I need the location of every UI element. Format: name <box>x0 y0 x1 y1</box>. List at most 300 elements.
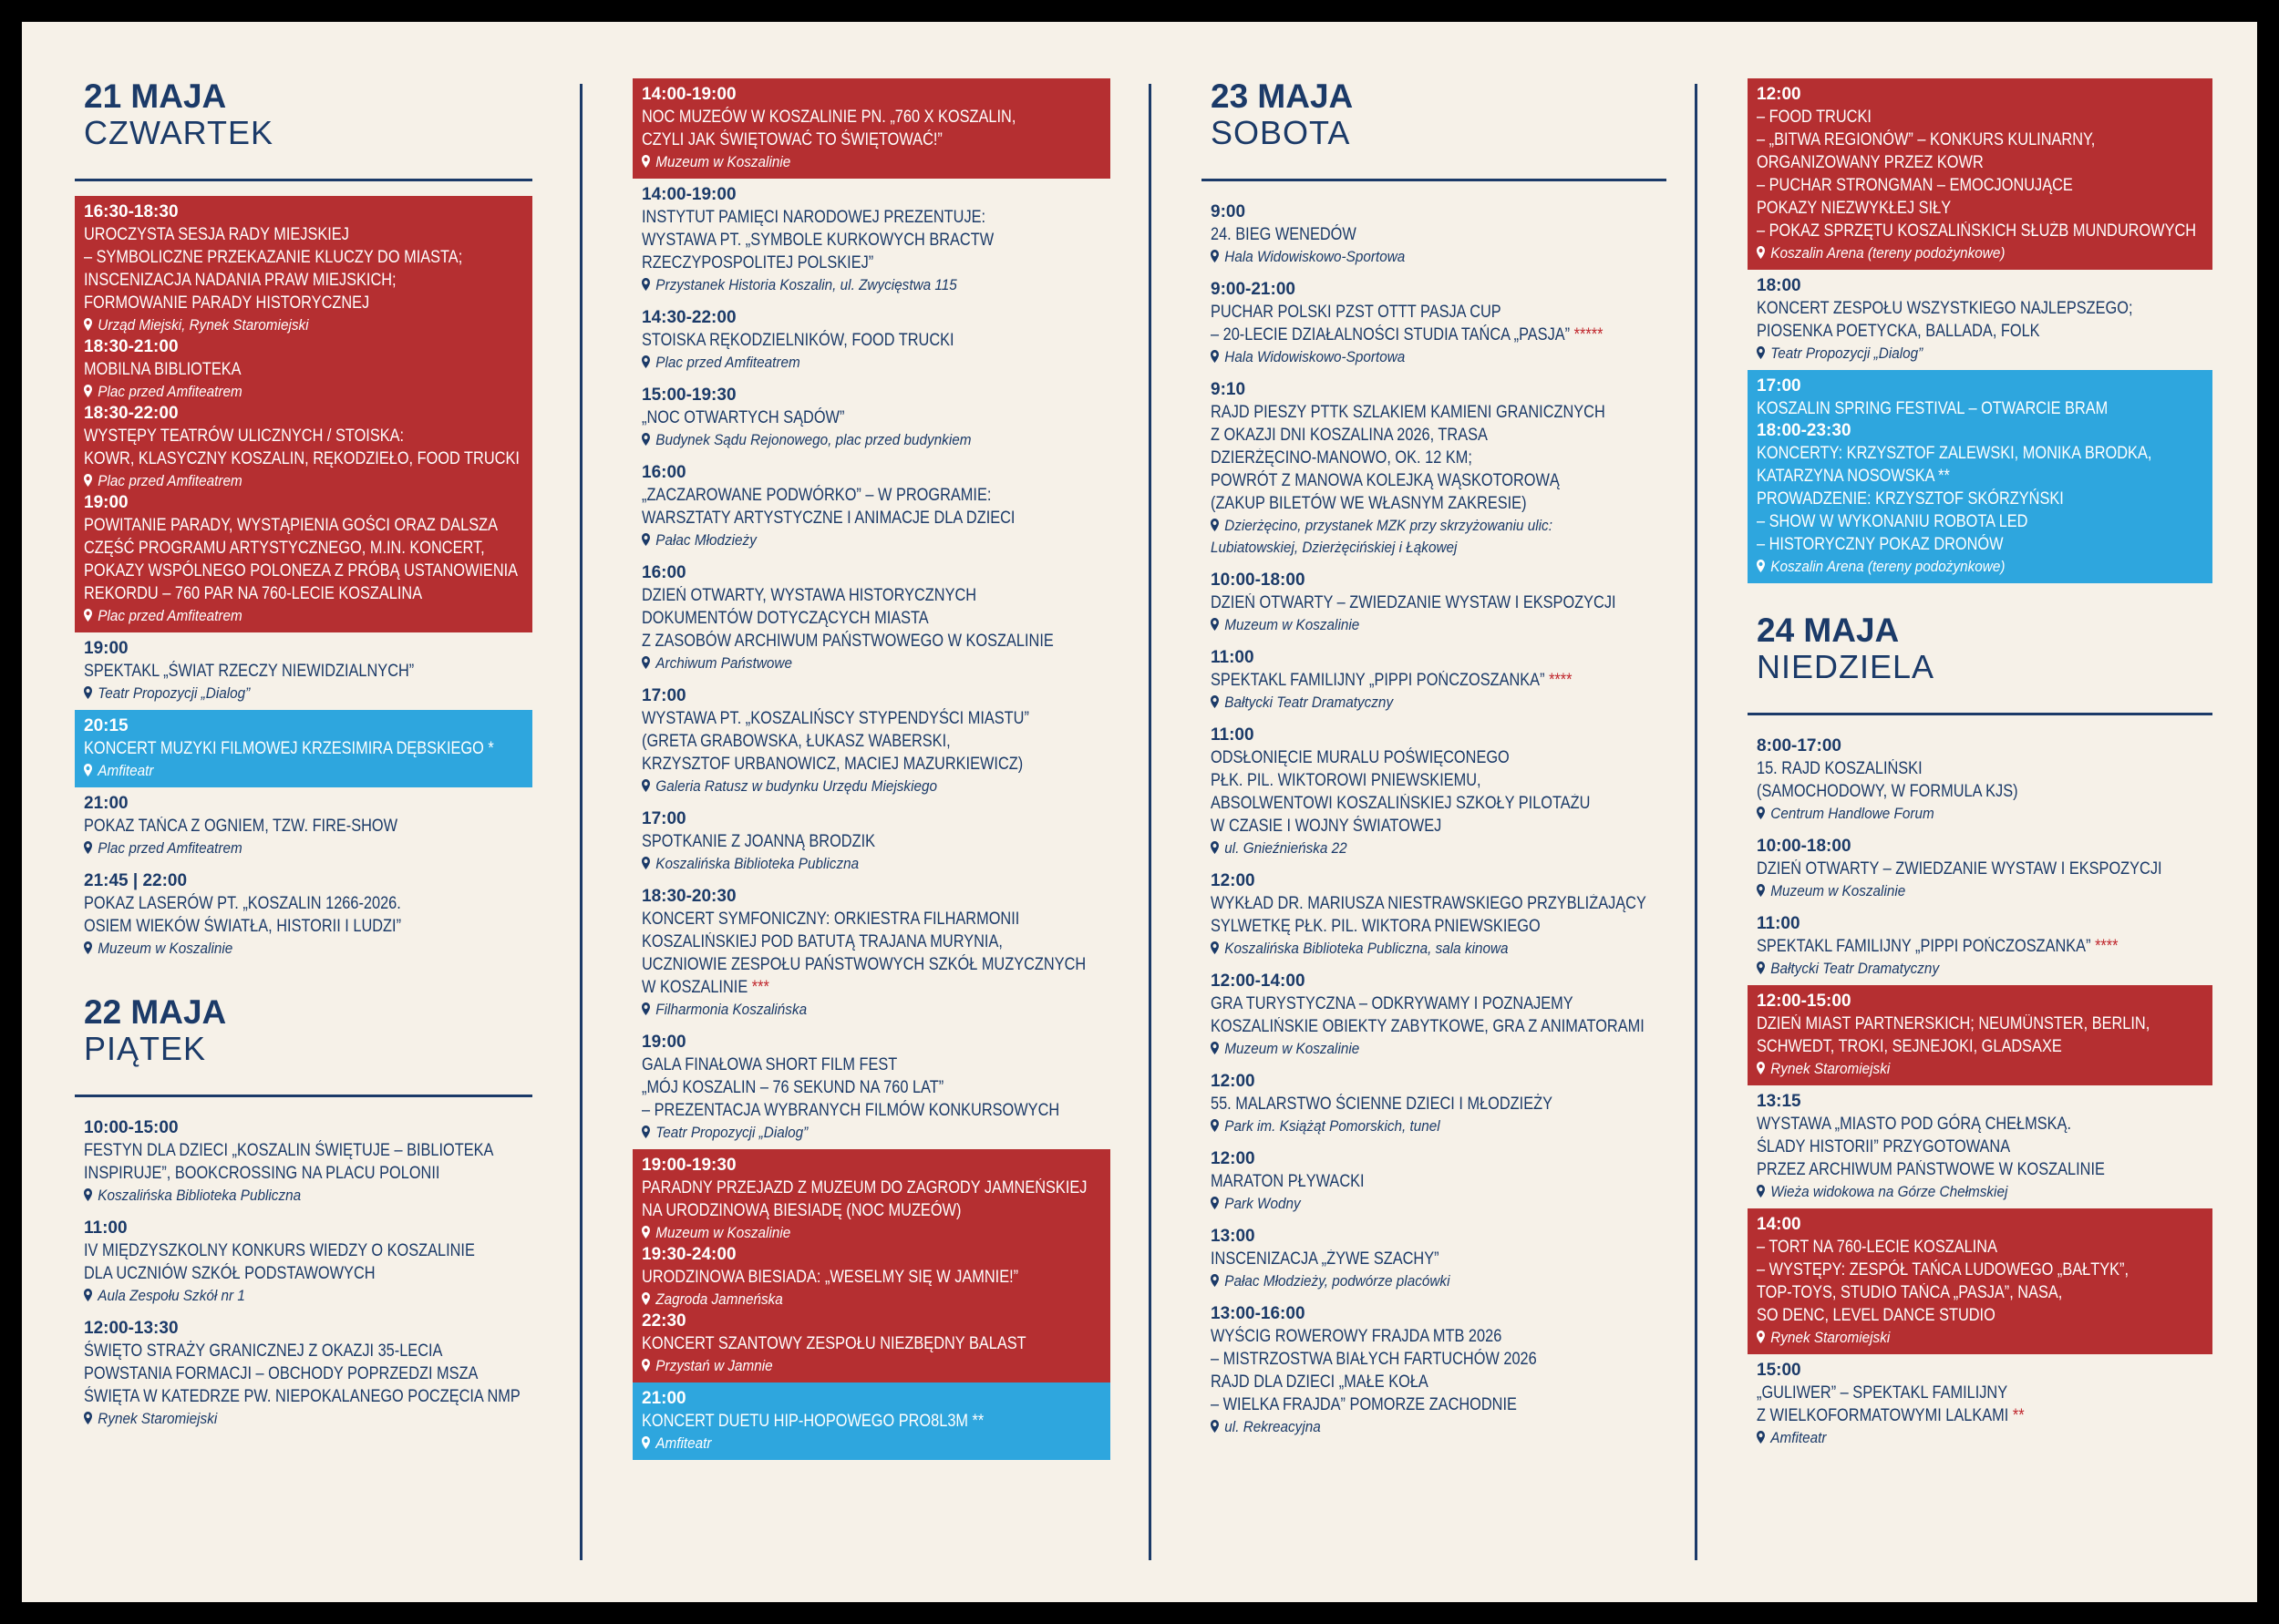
event-title-line: OSIEM WIEKÓW ŚWIATŁA, HISTORII I LUDZI” <box>84 917 402 936</box>
event-location <box>642 429 1100 451</box>
event-block <box>642 1311 1101 1377</box>
event-title-line: PARADNY PRZEJAZD Z MUZEUM DO ZAGRODY JAMNEŃSKIEJ <box>642 1178 1088 1197</box>
event-location-text: Dzierżęcino, przystanek MZK przy skrzyżowaniu ulic: <box>1224 517 1552 534</box>
event-time: 21:00 <box>84 794 129 813</box>
map-pin-icon <box>1211 695 1219 708</box>
column-4 <box>1748 78 2212 1454</box>
event-title-line: „GULIWER” – SPEKTAKL FAMILIJNY <box>1757 1383 2008 1403</box>
event-block <box>1757 1214 2203 1349</box>
event-location-text: Muzeum w Koszalinie <box>1224 616 1360 633</box>
event-time: 13:00-16:00 <box>1211 1304 1305 1323</box>
event-entry <box>633 880 1110 1026</box>
event-location <box>84 938 523 960</box>
event-location <box>642 1355 1100 1377</box>
event-location <box>1757 1058 2203 1080</box>
event-location <box>1757 958 2203 980</box>
event-title-line: KONCERT SYMFONICZNY: ORKIESTRA FILHARMONII <box>642 910 1020 929</box>
map-pin-icon <box>1211 1420 1219 1433</box>
event-location <box>84 381 523 403</box>
event-entry <box>1201 865 1666 965</box>
event-time: 12:00-15:00 <box>1757 992 1851 1011</box>
event-title-line: KOSZALIŃSKIE OBIEKTY ZABYTKOWE, GRA Z ANIMATORAMI <box>1211 1017 1645 1036</box>
event-location-text: Archiwum Państwowe <box>655 654 792 672</box>
event-title-line: POWSTANIA FORMACJI – OBCHODY POPRZEDZI MSZA <box>84 1364 479 1383</box>
event-title-line: W KOSZALINIE *** <box>642 978 769 997</box>
map-pin-icon <box>1211 841 1219 854</box>
event-title-line: – PREZENTACJA WYBRANYCH FILMÓW KONKURSOWYCH <box>642 1101 1060 1120</box>
event-title-line: RAJD DLA DZIECI „MAŁE KOŁA <box>1211 1372 1428 1392</box>
event-title-line: „NOC OTWARTYCH SĄDÓW” <box>642 408 845 427</box>
event-time: 15:00-19:30 <box>642 385 737 405</box>
event-title-line: WYSTĘPY TEATRÓW ULICZNYCH / STOISKA: <box>84 427 405 446</box>
event-title-line: INSTYTUT PAMIĘCI NARODOWEJ PREZENTUJE: <box>642 208 986 227</box>
event-title-line: (ZAKUP BILETÓW WE WŁASNYM ZAKRESIE) <box>1211 494 1527 513</box>
event-title-line: (GRETA GRABOWSKA, ŁUKASZ WABERSKI, <box>642 732 951 751</box>
event-time: 12:00 <box>1211 1149 1255 1168</box>
event-location <box>1757 556 2203 578</box>
day-date: 23 MAJA <box>1211 77 1354 115</box>
event-block <box>1211 971 1657 1060</box>
map-pin-icon <box>642 533 650 546</box>
event-time: 11:00 <box>1211 648 1254 667</box>
event-title-line: Z OKAZJI DNI KOSZALINA 2026, TRASA <box>1211 426 1488 445</box>
event-title-line: KONCERTY: KRZYSZTOF ZALEWSKI, MONIKA BRODKA, <box>1757 444 2152 463</box>
event-location <box>84 760 523 782</box>
event-entry <box>1748 830 2212 908</box>
event-title-line: WYSTAWA PT. „KOSZALIŃSCY STYPENDYŚCI MIASTU” <box>642 709 1029 728</box>
event-block <box>642 685 1101 797</box>
map-pin-icon <box>1757 961 1765 974</box>
event-location <box>642 853 1100 875</box>
event-entry <box>633 680 1110 803</box>
event-title-line: POKAZ TAŃCA Z OGNIEM, TZW. FIRE-SHOW <box>84 817 398 836</box>
event-location <box>1211 515 1657 537</box>
event-location <box>642 529 1100 551</box>
event-entry <box>75 1212 532 1312</box>
event-time: 9:00 <box>1211 202 1246 221</box>
map-pin-icon <box>642 1292 650 1305</box>
event-block <box>1211 570 1657 636</box>
event-title-line: POKAZY WSPÓLNEGO POLONEZA Z PRÓBĄ USTANOWIENIA <box>84 561 519 581</box>
event-title-line: KRZYSZTOF URBANOWICZ, MACIEJ MAZURKIEWICZ) <box>642 755 1024 774</box>
day-name: PIĄTEK <box>84 1030 207 1067</box>
event-block <box>642 462 1101 551</box>
event-time: 17:00 <box>642 809 686 828</box>
event-title-line: SCHWEDT, TROKI, SEJNEJOKI, GLADSAXE <box>1757 1037 2062 1056</box>
map-pin-icon <box>642 779 650 792</box>
event-title-line: (SAMOCHODOWY, W FORMULA KJS) <box>1757 782 2018 801</box>
event-location <box>1757 1427 2203 1449</box>
event-title-line: W CZASIE I WOJNY ŚWIATOWEJ <box>1211 817 1442 836</box>
event-location-text: Rynek Staromiejski <box>1770 1060 1891 1077</box>
event-time: 18:30-22:00 <box>84 404 179 423</box>
event-title-line: – TORT NA 760-LECIE KOSZALINA <box>1757 1238 1997 1257</box>
event-entry <box>75 787 532 865</box>
event-title-line: – WYSTĘPY: ZESPÓŁ TAŃCA LUDOWEGO „BAŁTYK”, <box>1757 1260 2129 1280</box>
event-location <box>642 1122 1100 1144</box>
event-block <box>642 385 1101 451</box>
map-pin-icon <box>1757 884 1765 897</box>
event-location <box>642 653 1100 674</box>
event-title-line: WYSTAWA „MIASTO POD GÓRĄ CHEŁMSKĄ. <box>1757 1115 2072 1134</box>
event-location <box>642 776 1100 797</box>
event-time: 19:00-19:30 <box>642 1156 737 1175</box>
event-block <box>84 201 523 336</box>
event-block <box>1757 913 2203 980</box>
event-time: 19:00 <box>84 639 129 658</box>
map-pin-icon <box>1757 1431 1765 1444</box>
event-location-text: Urząd Miejski, Rynek Staromiejski <box>98 316 309 334</box>
event-entry <box>1201 196 1666 273</box>
event-location-text: Rynek Staromiejski <box>98 1410 218 1427</box>
column-2 <box>633 78 1110 1460</box>
event-entry <box>1201 374 1666 564</box>
event-block <box>1757 375 2203 578</box>
event-time: 17:00 <box>642 686 686 705</box>
event-location-text: ul. Gnieźnieńska 22 <box>1224 839 1347 857</box>
event-location <box>1211 692 1657 714</box>
event-location-text: Amfiteatr <box>655 1434 712 1452</box>
map-pin-icon <box>84 841 92 854</box>
event-block <box>1211 1226 1657 1292</box>
event-time: 12:00 <box>1211 871 1255 890</box>
event-location-text: Muzeum w Koszalinie <box>655 1224 791 1241</box>
event-time: 19:30-24:00 <box>642 1245 737 1264</box>
event-location <box>1211 1038 1657 1060</box>
event-location-text: Pałac Młodzieży, podwórze placówki <box>1224 1272 1450 1290</box>
map-pin-icon <box>1757 807 1765 819</box>
map-pin-icon <box>1211 941 1219 954</box>
event-entry <box>75 1112 532 1212</box>
map-pin-icon <box>642 355 650 368</box>
event-title-line: PUCHAR POLSKI PZST OTTT PASJA CUP <box>1211 303 1501 322</box>
event-block <box>1757 275 2203 365</box>
event-time: 13:15 <box>1757 1092 1801 1111</box>
event-title-line: NOC MUZEÓW W KOSZALINIE PN. „760 X KOSZALIN, <box>642 108 1016 127</box>
event-location <box>1211 246 1657 268</box>
event-title-line: SPEKTAKL „ŚWIAT RZECZY NIEWIDZIALNYCH” <box>84 662 415 681</box>
map-pin-icon <box>84 318 92 331</box>
event-title-line: 15. RAJD KOSZALIŃSKI <box>1757 759 1923 778</box>
event-location-text: Plac przed Amfiteatrem <box>98 383 242 400</box>
event-location-text: Muzeum w Koszalinie <box>1770 882 1906 899</box>
event-location-text: Koszalińska Biblioteka Publiczna, sala kinowa <box>1224 940 1509 957</box>
day-name: NIEDZIELA <box>1757 648 1935 685</box>
event-time: 21:45 | 22:00 <box>84 871 188 890</box>
event-block <box>84 870 523 960</box>
event-time: 8:00-17:00 <box>1757 736 1841 755</box>
event-location-text: Rynek Staromiejski <box>1770 1329 1891 1346</box>
event-location-text: Aula Zespołu Szkół nr 1 <box>98 1287 245 1304</box>
event-location <box>84 605 523 627</box>
event-entry <box>633 302 1110 379</box>
event-location-text: Teatr Propozycji „Dialog” <box>1770 344 1923 362</box>
event-location <box>1211 1115 1657 1137</box>
event-time: 14:30-22:00 <box>642 308 737 327</box>
event-entry <box>1748 270 2212 370</box>
event-title-line: FESTYN DLA DZIECI „KOSZALIN ŚWIĘTUJE – BIBLIOTEKA <box>84 1141 494 1160</box>
event-time: 19:00 <box>642 1033 686 1052</box>
event-location <box>84 838 523 859</box>
event-time: 14:00-19:00 <box>642 185 737 204</box>
event-time: 18:30-20:30 <box>642 887 737 906</box>
event-title-line: SPEKTAKL FAMILIJNY „PIPPI POŃCZOSZANKA” **** <box>1757 937 2119 956</box>
event-title-line: GRA TURYSTYCZNA – ODKRYWAMY I POZNAJEMY <box>1211 994 1573 1013</box>
event-location-text: Muzeum w Koszalinie <box>98 940 233 957</box>
event-title-line: CZYLI JAK ŚWIĘTOWAĆ TO ŚWIĘTOWAĆ!” <box>642 130 943 149</box>
event-title-line: ŚWIĘTA W KATEDRZE PW. NIEPOKALANEGO POCZĘCIA NMP <box>84 1387 521 1406</box>
event-title-line: ABSOLWENTOWI KOSZALIŃSKIEJ SZKOŁY PILOTAŻU <box>1211 794 1591 813</box>
day-name: CZWARTEK <box>84 114 274 151</box>
event-location-text: Wieża widokowa na Górze Chełmskiej <box>1770 1183 2008 1200</box>
event-block <box>1211 647 1657 714</box>
map-pin-icon <box>1757 346 1765 359</box>
event-highlight-red <box>633 1149 1110 1382</box>
event-title-line: GALA FINAŁOWA SHORT FILM FEST <box>642 1055 898 1074</box>
event-block <box>642 1244 1101 1311</box>
event-title-line: INSPIRUJE”, BOOKCROSSING NA PLACU POLONII <box>84 1164 440 1183</box>
event-entry <box>1201 1143 1666 1220</box>
day-header <box>75 994 532 1097</box>
event-title-line: SYLWETKĘ PŁK. PIL. WIKTORA PNIEWSKIEGO <box>1211 917 1541 936</box>
map-pin-icon <box>1757 1185 1765 1197</box>
event-title-line: – SYMBOLICZNE PRZEKAZANIE KLUCZY DO MIASTA; <box>84 248 463 267</box>
map-pin-icon <box>642 155 650 168</box>
event-block <box>84 1218 523 1307</box>
day-name: SOBOTA <box>1211 114 1351 151</box>
event-block <box>84 1318 523 1430</box>
event-highlight-red <box>75 196 532 632</box>
program-sheet <box>22 22 2257 1602</box>
event-entry <box>1201 965 1666 1065</box>
event-highlight-blue <box>75 710 532 787</box>
event-entry <box>1201 719 1666 865</box>
event-block <box>1211 1148 1657 1215</box>
day-date: 21 MAJA <box>84 77 227 115</box>
event-highlight-blue <box>633 1382 1110 1460</box>
event-location-text: Plac przed Amfiteatrem <box>655 354 800 371</box>
event-block <box>642 184 1101 296</box>
event-location <box>1211 1193 1657 1215</box>
event-time: 14:00 <box>1757 1215 1801 1234</box>
map-pin-icon <box>642 1359 650 1372</box>
map-pin-icon <box>84 385 92 397</box>
event-block <box>84 715 523 782</box>
event-title-line: KONCERT SZANTOWY ZESPOŁU NIEZBĘDNY BALAST <box>642 1334 1026 1353</box>
event-title-line: SPEKTAKL FAMILIJNY „PIPPI POŃCZOSZANKA” **** <box>1211 671 1573 690</box>
event-title-line: DOKUMENTÓW DOTYCZĄCYCH MIASTA <box>642 609 929 628</box>
event-location-text: Koszalińska Biblioteka Publiczna <box>655 855 860 872</box>
event-location <box>642 1222 1100 1244</box>
event-highlight-red <box>1748 78 2212 270</box>
event-block <box>84 638 523 704</box>
map-pin-icon <box>1211 1119 1219 1132</box>
event-location-text: Teatr Propozycji „Dialog” <box>655 1124 809 1141</box>
event-entry <box>633 179 1110 302</box>
event-block <box>642 808 1101 875</box>
event-title-line: – SHOW W WYKONANIU ROBOTA LED <box>1757 512 2028 531</box>
event-location-text: Teatr Propozycji „Dialog” <box>98 684 251 702</box>
event-title-line: MARATON PŁYWACKI <box>1211 1172 1365 1191</box>
event-block <box>642 84 1101 173</box>
event-title-line: SPOTKANIE Z JOANNĄ BRODZIK <box>642 832 876 851</box>
day-date: 22 MAJA <box>84 993 227 1031</box>
event-title-line: PRZEZ ARCHIWUM PAŃSTWOWE W KOSZALINIE <box>1757 1160 2105 1179</box>
event-location-text: Budynek Sądu Rejonowego, plac przed budynkiem <box>655 431 972 448</box>
event-block <box>1211 870 1657 960</box>
event-title-line: INSCENIZACJA „ŻYWE SZACHY” <box>1211 1249 1439 1269</box>
event-title-line: – „BITWA REGIONÓW” – KONKURS KULINARNY, <box>1757 130 2096 149</box>
event-title-line: KOSZALIŃSKIEJ POD BATUTĄ TRAJANA MURYNIA, <box>642 932 1003 951</box>
event-entry <box>1201 273 1666 374</box>
event-title-line: ŚWIĘTO STRAŻY GRANICZNEJ Z OKAZJI 35-LECIA <box>84 1341 443 1361</box>
event-block <box>1211 725 1657 859</box>
event-title-line: PROWADZENIE: KRZYSZTOF SKÓRZYŃSKI <box>1757 489 2064 509</box>
event-block <box>642 1388 1101 1454</box>
event-location <box>84 314 523 336</box>
event-entry <box>633 1026 1110 1149</box>
event-time: 10:00-18:00 <box>1211 570 1305 590</box>
day-header <box>1748 612 2212 715</box>
map-pin-icon <box>1211 1042 1219 1054</box>
event-title-line: KOWR, KLASYCZNY KOSZALIN, RĘKODZIEŁO, FOOD TRUCKI <box>84 449 520 468</box>
day-header <box>1201 78 1666 181</box>
event-location <box>1211 838 1657 859</box>
event-title-line: DZIEŃ MIAST PARTNERSKICH; NEUMÜNSTER, BERLIN, <box>1757 1014 2150 1033</box>
event-title-line: – MISTRZOSTWA BIAŁYCH FARTUCHÓW 2026 <box>1211 1350 1537 1369</box>
event-block <box>1757 1091 2203 1203</box>
map-pin-icon <box>1757 246 1765 259</box>
event-location-text: Lubiatowskiej, Dzierżęcińskiej i Łąkowej <box>1211 539 1458 556</box>
event-block <box>1211 279 1657 368</box>
event-title-line: REKORDU – 760 PAR NA 760-LECIE KOSZALINA <box>84 584 423 603</box>
event-title-line: ORGANIZOWANY PRZEZ KOWR <box>1757 153 1984 172</box>
map-pin-icon <box>1211 618 1219 631</box>
event-title-line: – POKAZ SPRZĘTU KOSZALIŃSKICH SŁUŻB MUNDUROWYCH <box>1757 221 2197 241</box>
event-entry <box>1748 730 2212 830</box>
event-block <box>1757 1360 2203 1449</box>
event-location <box>1757 343 2203 365</box>
event-location <box>1211 614 1657 636</box>
event-entry <box>633 803 1110 880</box>
event-time: 17:00 <box>1757 376 1801 396</box>
event-location <box>1757 1327 2203 1349</box>
event-location <box>642 999 1100 1021</box>
map-pin-icon <box>1211 250 1219 262</box>
event-time: 12:00 <box>1757 85 1801 104</box>
event-block <box>642 562 1101 674</box>
event-title-line: – HISTORYCZNY POKAZ DRONÓW <box>1757 535 2004 554</box>
event-block <box>84 793 523 859</box>
event-time: 10:00-15:00 <box>84 1118 179 1137</box>
event-location <box>642 1289 1100 1311</box>
event-time: 22:30 <box>642 1311 686 1331</box>
event-entry <box>1748 908 2212 985</box>
event-title-line: 24. BIEG WENEDÓW <box>1211 225 1356 244</box>
event-title-line: Z ZASOBÓW ARCHIWUM PAŃSTWOWEGO W KOSZALINIE <box>642 632 1054 651</box>
event-title-line: ŚLADY HISTORII” PRZYGOTOWANA <box>1757 1137 2011 1156</box>
event-title-line: Z WIELKOFORMATOWYMI LALKAMI ** <box>1757 1406 2025 1425</box>
map-pin-icon <box>84 764 92 776</box>
event-location <box>642 151 1100 173</box>
map-pin-icon <box>84 474 92 487</box>
event-title-line: KONCERT MUZYKI FILMOWEJ KRZESIMIRA DĘBSKIEGO * <box>84 739 494 758</box>
event-title-line: NA URODZINOWĄ BIESIADĘ (NOC MUZEÓW) <box>642 1201 962 1220</box>
event-location-text: Filharmonia Koszalińska <box>655 1001 808 1018</box>
event-time: 12:00 <box>1211 1072 1255 1091</box>
event-location <box>1211 1270 1657 1292</box>
map-pin-icon <box>642 1125 650 1138</box>
event-time: 16:30-18:30 <box>84 202 179 221</box>
event-location-text: Bałtycki Teatr Dramatyczny <box>1770 960 1940 977</box>
event-block <box>642 1155 1101 1244</box>
event-title-line: – 20-LECIE DZIAŁALNOŚCI STUDIA TAŃCA „PASJA” ***** <box>1211 325 1604 344</box>
event-time: 15:00 <box>1757 1361 1801 1380</box>
event-highlight-red <box>1748 985 2212 1085</box>
event-title-line: FORMOWANIE PARADY HISTORYCZNEJ <box>84 293 370 313</box>
asterisk-note: ***** <box>1570 325 1604 344</box>
event-location <box>1211 346 1657 368</box>
event-entry <box>633 379 1110 457</box>
event-time: 13:00 <box>1211 1227 1255 1246</box>
event-location-text: Plac przed Amfiteatrem <box>98 839 242 857</box>
event-time: 14:00-19:00 <box>642 85 737 104</box>
event-location-text: Park im. Książąt Pomorskich, tunel <box>1224 1117 1440 1135</box>
map-pin-icon <box>642 433 650 446</box>
event-block <box>1211 201 1657 268</box>
event-location-text: Koszalin Arena (tereny podożynkowe) <box>1770 244 2006 262</box>
event-title-line: WARSZTATY ARTYSTYCZNE I ANIMACJE DLA DZIECI <box>642 509 1016 528</box>
event-block <box>1757 84 2203 264</box>
event-title-line: URODZINOWA BIESIADA: „WESELMY SIĘ W JAMNIE!” <box>642 1268 1019 1287</box>
event-highlight-red <box>1748 1208 2212 1354</box>
event-location <box>1757 803 2203 825</box>
day-date: 24 MAJA <box>1757 612 1900 649</box>
map-pin-icon <box>84 941 92 954</box>
event-title-line: POWRÓT Z MANOWA KOLEJKĄ WĄSKOTOROWĄ <box>1211 471 1560 490</box>
event-entry <box>1201 642 1666 719</box>
event-highlight-blue <box>1748 370 2212 583</box>
event-entry <box>1748 1354 2212 1454</box>
event-location <box>1211 938 1657 960</box>
map-pin-icon <box>84 609 92 622</box>
event-location <box>1757 242 2203 264</box>
event-block <box>1211 379 1657 559</box>
event-time: 12:00-14:00 <box>1211 971 1305 991</box>
event-title-line: RAJD PIESZY PTTK SZLAKIEM KAMIENI GRANICZNYCH <box>1211 403 1605 422</box>
event-entry <box>75 632 532 710</box>
column-divider <box>1149 84 1151 1560</box>
event-location-text: Hala Widowiskowo-Sportowa <box>1224 248 1406 265</box>
event-time: 21:00 <box>642 1389 686 1408</box>
event-title-line: POKAZY NIEZWYKŁEJ SIŁY <box>1757 199 1952 218</box>
event-block <box>1757 836 2203 902</box>
map-pin-icon <box>1757 1062 1765 1074</box>
event-time: 11:00 <box>84 1218 128 1238</box>
map-pin-icon <box>1211 1274 1219 1287</box>
event-title-line: KONCERT ZESPOŁU WSZYSTKIEGO NAJLEPSZEGO; <box>1757 299 2133 318</box>
column-divider <box>580 84 583 1560</box>
column-3 <box>1201 78 1666 1444</box>
event-time: 16:00 <box>642 563 686 582</box>
event-title-line: UROCZYSTA SESJA RADY MIEJSKIEJ <box>84 225 349 244</box>
event-block <box>84 403 523 492</box>
event-time: 16:00 <box>642 463 686 482</box>
event-time: 20:15 <box>84 716 129 735</box>
event-location-text: Koszalin Arena (tereny podożynkowe) <box>1770 558 2006 575</box>
map-pin-icon <box>84 1188 92 1201</box>
event-location-text: Amfiteatr <box>98 762 154 779</box>
